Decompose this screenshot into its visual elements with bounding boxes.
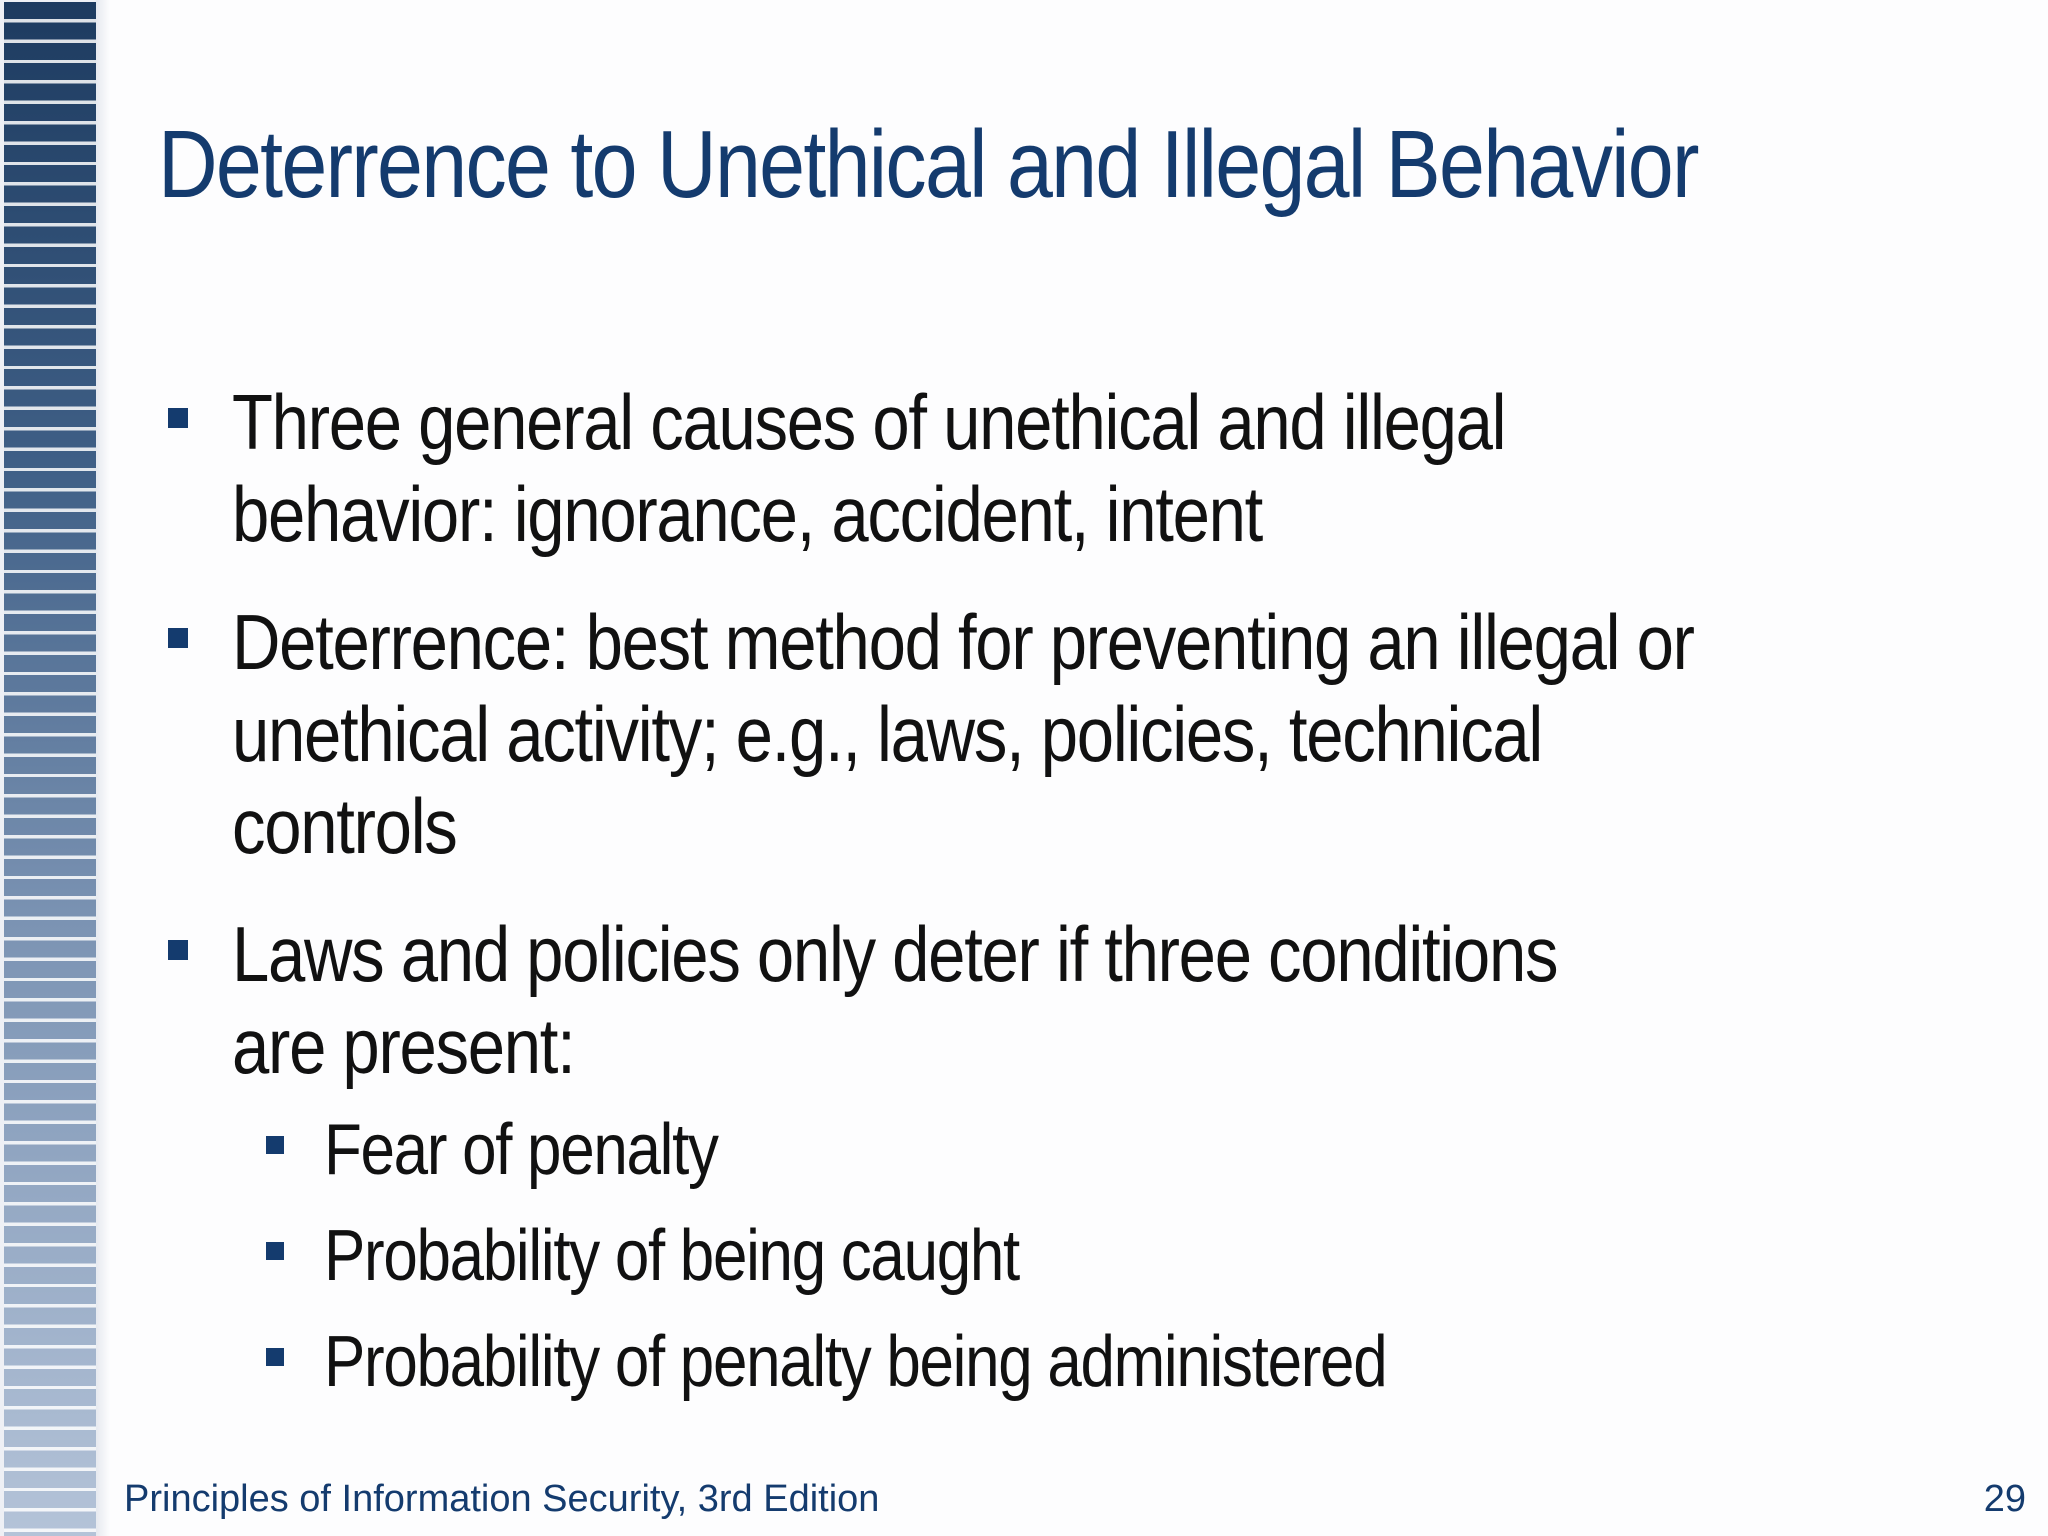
bullet-conditions <box>160 908 1980 1092</box>
slide-body <box>160 376 1980 1422</box>
bullet-text: Three general causes of unethical and illegal behavior: ignorance, accident, intent <box>232 378 1506 558</box>
stripe-bars <box>4 2 96 1536</box>
square-bullet-icon <box>168 940 188 960</box>
sub-bullet-administered <box>160 1316 1980 1408</box>
footer-source: Principles of Information Security, 3rd Edition <box>124 1478 880 1520</box>
slide-title: Deterrence to Unethical and Illegal Behavior <box>158 111 1698 218</box>
page-number: 29 <box>1983 1478 2026 1520</box>
sub-bullet-text: Probability of being caught <box>324 1216 1019 1296</box>
square-bullet-icon <box>266 1242 284 1260</box>
sub-bullet-text: Probability of penalty being administered <box>324 1322 1387 1402</box>
bullet-deterrence <box>160 596 1980 872</box>
bullet-text: Laws and policies only deter if three conditions are present: <box>232 910 1558 1090</box>
bullet-causes <box>160 376 1980 560</box>
sub-bullet-fear <box>160 1104 1980 1196</box>
sub-bullet-text: Fear of penalty <box>324 1110 718 1190</box>
square-bullet-icon <box>168 408 188 428</box>
square-bullet-icon <box>266 1348 284 1366</box>
sub-bullet-caught <box>160 1210 1980 1302</box>
bullet-text: Deterrence: best method for preventing an illegal or unethical activity; e.g., laws, policies, technical controls <box>232 598 1694 870</box>
decorative-side-stripe <box>0 0 96 1536</box>
square-bullet-icon <box>266 1136 284 1154</box>
square-bullet-icon <box>168 628 188 648</box>
stripe-edge-shadow <box>96 0 110 1536</box>
